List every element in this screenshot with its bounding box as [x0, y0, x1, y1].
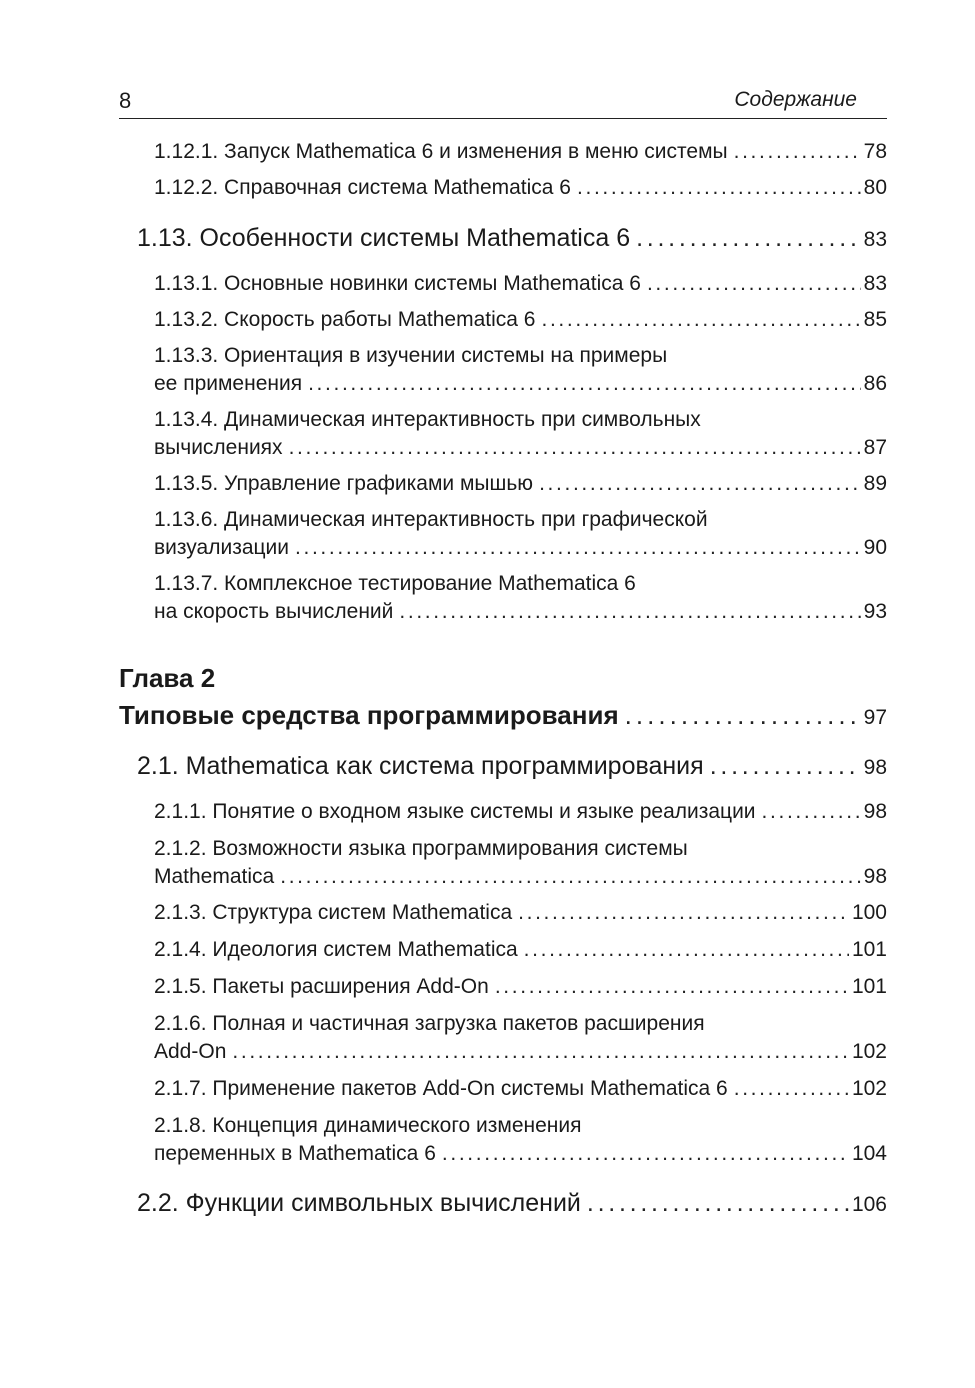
- dot-leader: [308, 372, 861, 396]
- dot-leader: [518, 901, 849, 925]
- toc-entry-page: 78: [863, 140, 887, 163]
- toc-entry-2-1-7: [154, 1077, 887, 1101]
- dot-leader: [289, 436, 861, 460]
- toc-section-title: 1.13. Особенности системы Mathematica 6: [137, 224, 631, 252]
- toc-entry-title: 1.12.2. Справочная система Mathematica 6: [154, 176, 571, 199]
- toc-entry-1-13-5: [154, 472, 887, 496]
- toc-entry-2-1-4: [154, 938, 887, 962]
- dot-leader: [762, 800, 861, 824]
- dot-leader: [280, 865, 860, 889]
- toc-entry-page: 87: [863, 436, 887, 459]
- toc-entry-title: 2.1.7. Применение пакетов Add-On системы Mathematica 6: [154, 1077, 728, 1100]
- dot-leader: [524, 938, 849, 962]
- toc-entry-2-1-8-line1: 2.1.8. Концепция динамического изменения: [154, 1114, 582, 1137]
- toc-entry-page: 90: [863, 536, 887, 559]
- toc-entry-title: переменных в Mathematica 6: [154, 1142, 436, 1165]
- toc-section-page: 106: [851, 1193, 887, 1216]
- toc-chapter-2: [119, 700, 887, 731]
- toc-section-2-1: [137, 752, 887, 781]
- toc-entry-page: 98: [863, 865, 887, 888]
- dot-leader: [710, 752, 861, 781]
- toc-entry-title: 2.1.4. Идеология систем Mathematica: [154, 938, 518, 961]
- toc-entry-title: ее применения: [154, 372, 303, 395]
- dot-leader: [734, 140, 861, 164]
- toc-entry-title: 1.13.5. Управление графиками мышью: [154, 472, 534, 495]
- toc-entry-1-13-4-line1: 1.13.4. Динамическая интерактивность при символьных: [154, 408, 701, 431]
- toc-entry-2-1-2-line1: 2.1.2. Возможности языка программирования системы: [154, 837, 688, 860]
- toc-entry-title: 2.1.5. Пакеты расширения Add-On: [154, 975, 489, 998]
- toc-section-page: 83: [863, 228, 887, 251]
- dot-leader: [495, 975, 849, 999]
- chapter-title: Типовые средства программирования: [119, 700, 619, 730]
- toc-entry-2-1-1: [154, 800, 887, 824]
- toc-entry-1-12-2: [154, 176, 887, 200]
- dot-leader: [647, 272, 861, 296]
- toc-entry-page: 100: [851, 901, 887, 924]
- dot-leader: [541, 308, 860, 332]
- dot-leader: [625, 700, 861, 731]
- toc-entry-1-13-7-line1: 1.13.7. Комплексное тестирование Mathematica 6: [154, 572, 636, 595]
- toc-entry-title: на скорость вычислений: [154, 600, 394, 623]
- toc-entry-1-13-4: [154, 436, 887, 460]
- page-header: [119, 86, 887, 119]
- toc-entry-2-1-6-line1: 2.1.6. Полная и частичная загрузка пакетов расширения: [154, 1012, 705, 1035]
- toc-entry-title: вычислениях: [154, 436, 283, 459]
- dot-leader: [295, 536, 861, 560]
- dot-leader: [399, 600, 860, 624]
- toc-entry-1-13-3-line1: 1.13.3. Ориентация в изучении системы на примеры: [154, 344, 668, 367]
- toc-entry-1-13-7: [154, 600, 887, 624]
- toc-section-title: 2.2. Функции символьных вычислений: [137, 1189, 581, 1217]
- toc-entry-page: 83: [863, 272, 887, 295]
- toc-entry-1-13-1: [154, 272, 887, 296]
- toc-entry-2-1-6: [154, 1040, 887, 1064]
- toc-entry-page: 101: [851, 975, 887, 998]
- toc-entry-1-13-3: [154, 372, 887, 396]
- toc-entry-title: 1.13.1. Основные новинки системы Mathematica 6: [154, 272, 641, 295]
- toc-section-1-13: [137, 224, 887, 253]
- dot-leader: [577, 176, 861, 200]
- running-title: Содержание: [734, 88, 857, 111]
- toc-section-page: 98: [863, 756, 887, 779]
- chapter-label: Глава 2: [119, 663, 216, 693]
- dot-leader: [539, 472, 861, 496]
- dot-leader: [442, 1142, 849, 1166]
- toc-entry-1-13-6: [154, 536, 887, 560]
- dot-leader: [587, 1189, 849, 1218]
- toc-entry-title: Mathematica: [154, 865, 275, 888]
- toc-entry-page: 80: [863, 176, 887, 199]
- toc-entry-2-1-8: [154, 1142, 887, 1166]
- toc-entry-title: Add-On: [154, 1040, 227, 1063]
- toc-entry-page: 104: [851, 1142, 887, 1165]
- toc-entry-2-1-2: [154, 865, 887, 889]
- toc-entry-page: 85: [863, 308, 887, 331]
- toc-section-2-2: [137, 1189, 887, 1218]
- toc-entry-page: 102: [851, 1040, 887, 1063]
- toc-entry-1-13-6-line1: 1.13.6. Динамическая интерактивность при графической: [154, 508, 708, 531]
- toc-entry-2-1-5: [154, 975, 887, 999]
- dot-leader: [232, 1040, 849, 1064]
- toc-entry-page: 86: [863, 372, 887, 395]
- toc-entry-title: 1.13.2. Скорость работы Mathematica 6: [154, 308, 536, 331]
- page-number: 8: [119, 88, 132, 113]
- toc-entry-1-13-2: [154, 308, 887, 332]
- toc-entry-page: 101: [851, 938, 887, 961]
- chapter-page: 97: [863, 706, 887, 729]
- toc-entry-page: 98: [863, 800, 887, 823]
- toc-entry-1-12-1: [154, 140, 887, 164]
- toc-entry-title: визуализации: [154, 536, 290, 559]
- toc-entry-title: 2.1.3. Структура систем Mathematica: [154, 901, 513, 924]
- toc-entry-page: 89: [863, 472, 887, 495]
- toc-entry-2-1-3: [154, 901, 887, 925]
- toc-entry-page: 93: [863, 600, 887, 623]
- toc-entry-title: 2.1.1. Понятие о входном языке системы и языке реализации: [154, 800, 756, 823]
- dot-leader: [734, 1077, 849, 1101]
- dot-leader: [636, 224, 861, 253]
- toc-section-title: 2.1. Mathematica как система программирования: [137, 752, 704, 780]
- toc-entry-title: 1.12.1. Запуск Mathematica 6 и изменения в меню системы: [154, 140, 728, 163]
- toc-entry-page: 102: [851, 1077, 887, 1100]
